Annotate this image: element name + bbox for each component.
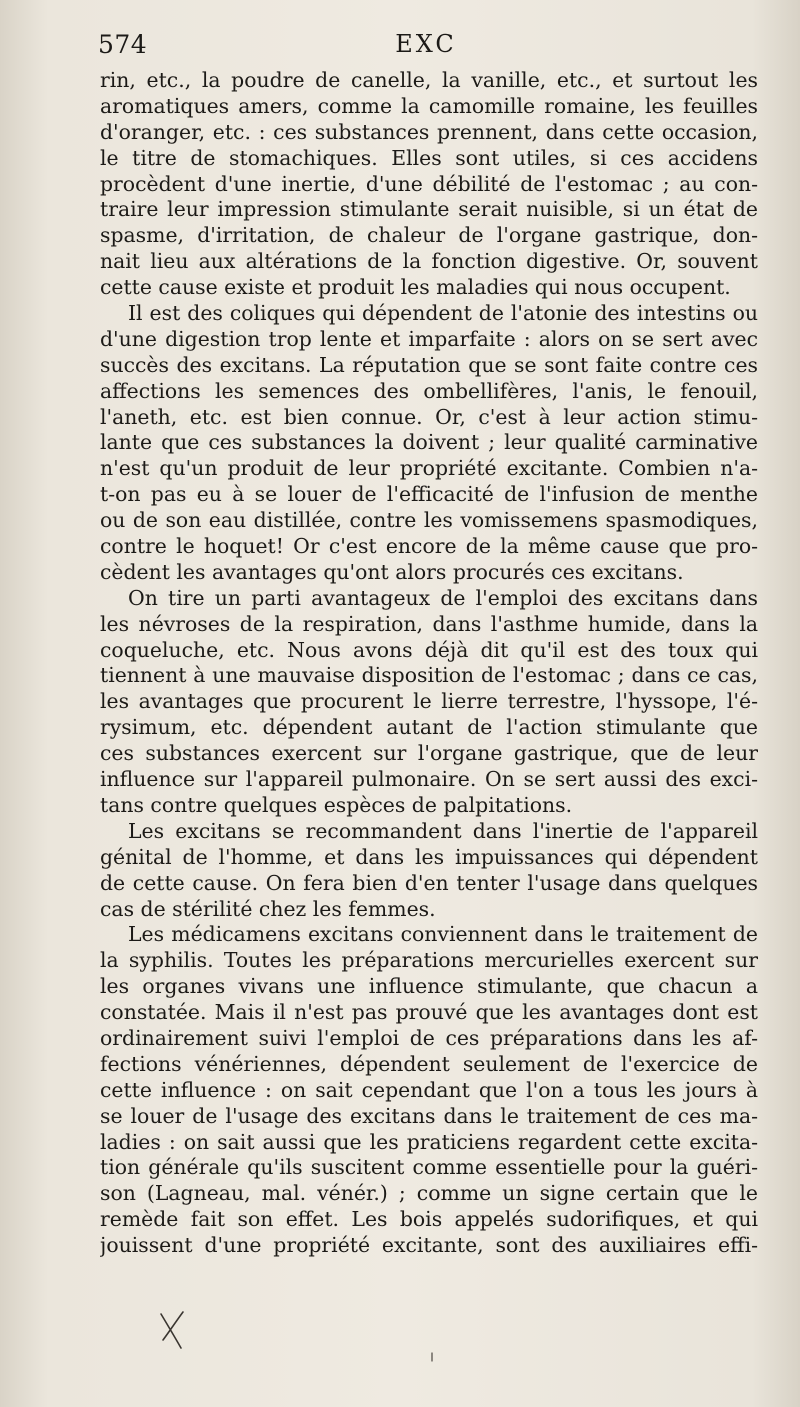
text-line: l'aneth, etc. est bien connue. Or, c'est à leur action stimu- — [100, 404, 758, 429]
text-line: aromatiques amers, comme la camomille romaine, les feuilles — [100, 93, 758, 118]
body-text — [100, 68, 758, 1259]
text-line: contre le hoquet! Or c'est encore de la même cause que pro- — [100, 534, 758, 559]
text-line: se louer de l'usage des excitans dans le traitement de ces ma- — [100, 1103, 758, 1128]
text-line: les organes vivans une influence stimulante, que chacun a — [100, 974, 758, 999]
text-line: t-on pas eu à se louer de l'efficacité de l'infusion de menthe — [100, 482, 758, 507]
text-line: spasme, d'irritation, de chaleur de l'organe gastrique, don- — [100, 223, 758, 248]
stray-ink-mark — [430, 1352, 434, 1362]
text-line: fections vénériennes, dépendent seulement de l'exercice de — [100, 1051, 758, 1076]
text-line: lante que ces substances la doivent ; leur qualité carminative — [100, 430, 758, 455]
pencil-cross-mark — [155, 1310, 189, 1350]
text-line: les névroses de la respiration, dans l'asthme humide, dans la — [100, 611, 758, 636]
text-line: succès des excitans. La réputation que se sont faite contre ces — [100, 352, 758, 377]
text-line: rysimum, etc. dépendent autant de l'action stimulante que — [100, 715, 758, 740]
page-header — [94, 30, 758, 64]
text-line: cas de stérilité chez les femmes. — [100, 896, 436, 921]
text-line: procèdent d'une inertie, d'une débilité de l'estomac ; au con- — [100, 171, 758, 196]
text-line: coqueluche, etc. Nous avons déjà dit qu'il est des toux qui — [100, 637, 758, 662]
text-line: traire leur impression stimulante serait nuisible, si un état de — [100, 197, 758, 222]
text-line: nait lieu aux altérations de la fonction digestive. Or, souvent — [100, 249, 758, 274]
text-line: de cette cause. On fera bien d'en tenter l'usage dans quelques — [100, 870, 758, 895]
paragraph-first-line: On tire un parti avantageux de l'emploi des excitans dans — [128, 585, 758, 610]
text-line: tans contre quelques espèces de palpitations. — [100, 792, 573, 817]
text-line: ladies : on sait aussi que les praticiens regardent cette excita- — [100, 1129, 758, 1154]
paragraph-first-line: Les médicamens excitans conviennent dans le traitement de — [128, 922, 758, 947]
text-line: cèdent les avantages qu'ont alors procurés ces excitans. — [100, 559, 684, 584]
text-line: ces substances exercent sur l'organe gastrique, que de leur — [100, 741, 758, 766]
text-line: affections les semences des ombellifères, l'anis, le fenouil, — [100, 378, 758, 403]
text-line: son (Lagneau, mal. vénér.) ; comme un signe certain que le — [100, 1181, 758, 1206]
text-line: constatée. Mais il n'est pas prouvé que les avantages dont est — [100, 1000, 758, 1025]
paragraph-first-line: Il est des coliques qui dépendent de l'atonie des intestins ou — [128, 301, 758, 326]
text-line: ordinairement suivi l'emploi de ces préparations dans les af- — [100, 1025, 758, 1050]
text-line: la syphilis. Toutes les préparations mercurielles exercent sur — [100, 948, 758, 973]
text-line: cette cause existe et produit les maladies qui nous occupent. — [100, 275, 731, 300]
text-line: d'une digestion trop lente et imparfaite : alors on se sert avec — [100, 326, 758, 351]
text-line: génital de l'homme, et dans les impuissances qui dépendent — [100, 844, 758, 869]
paragraph-first-line: Les excitans se recommandent dans l'inertie de l'appareil — [128, 818, 758, 843]
running-head: EXC — [395, 30, 457, 58]
text-line: le titre de stomachiques. Elles sont utiles, si ces accidens — [100, 145, 758, 170]
text-line: les avantages que procurent le lierre terrestre, l'hyssope, l'é- — [100, 689, 758, 714]
page-number: 574 — [98, 30, 148, 59]
text-line: cette influence : on sait cependant que l'on a tous les jours à — [100, 1077, 758, 1102]
text-line: jouissent d'une propriété excitante, sont des auxiliaires effi- — [100, 1233, 758, 1258]
text-line: remède fait son effet. Les bois appelés sudorifiques, et qui — [100, 1207, 758, 1232]
text-line: rin, etc., la poudre de canelle, la vanille, etc., et surtout les — [100, 68, 758, 92]
text-line: n'est qu'un produit de leur propriété excitante. Combien n'a- — [100, 456, 758, 481]
text-line: tion générale qu'ils suscitent comme essentielle pour la guéri- — [100, 1155, 758, 1180]
text-line: tiennent à une mauvaise disposition de l'estomac ; dans ce cas, — [100, 663, 758, 688]
text-line: d'oranger, etc. : ces substances prennent, dans cette occasion, — [100, 119, 758, 144]
text-line: ou de son eau distillée, contre les vomissemens spasmodiques, — [100, 508, 758, 533]
text-line: influence sur l'appareil pulmonaire. On se sert aussi des exci- — [100, 767, 758, 792]
